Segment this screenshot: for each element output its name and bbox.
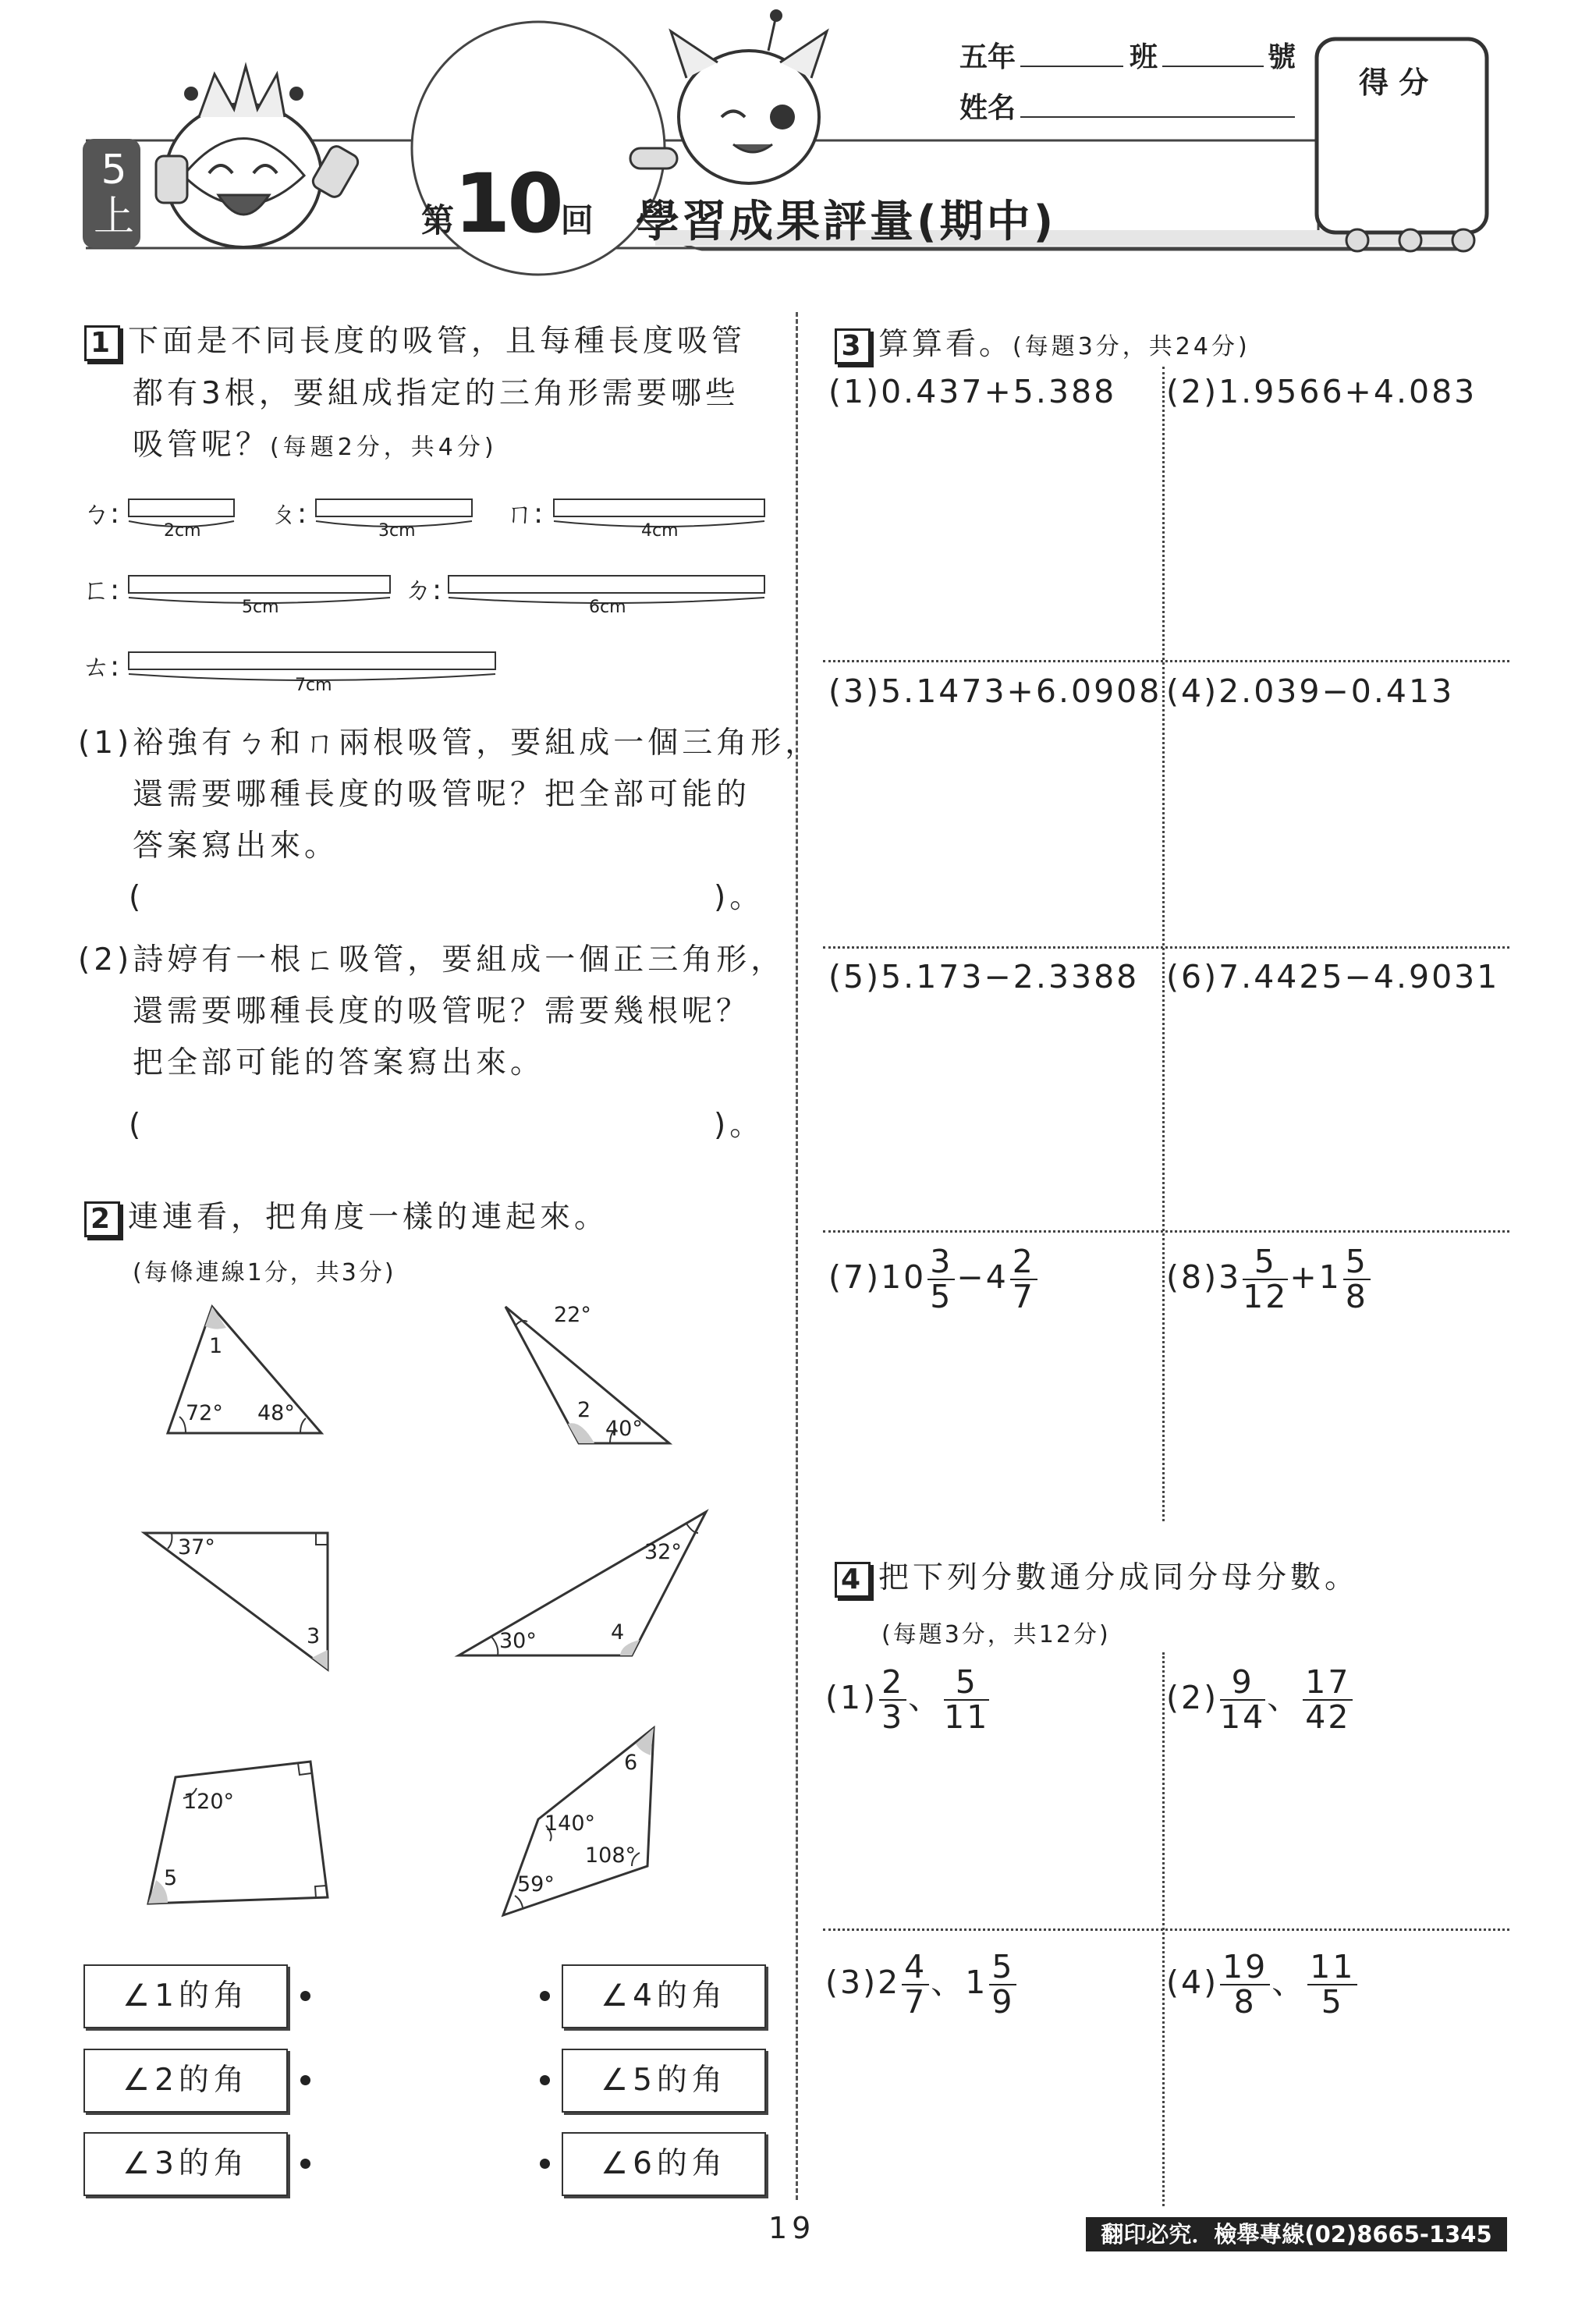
q3-answer-area-6[interactable] [1170, 1006, 1506, 1217]
straw-t-length: 7cm [295, 676, 332, 695]
angle-label-37: 37° [178, 1535, 215, 1559]
straw-b [129, 499, 234, 516]
straw-d-length: 6cm [589, 598, 626, 617]
grade-badge-text: 5 上 [93, 147, 134, 240]
angle-label-140: 140° [544, 1811, 596, 1836]
straw-p [316, 499, 472, 516]
q3-answer-area-8[interactable] [1170, 1318, 1506, 1513]
straw-b-length: 2cm [164, 521, 201, 541]
copyright-notice: 翻印必究．檢舉專線(02)8665-1345 [1086, 2217, 1507, 2251]
q3-number: 3 [835, 328, 871, 364]
angle-shapes [0, 1279, 780, 1943]
q1-sub2-answer-area[interactable] [156, 1105, 702, 1144]
q1-line-1: 1 下面是不同長度的吸管，且每種長度吸管 [84, 316, 746, 367]
straw-f [129, 576, 390, 593]
q1-sub2-line-3: 把全部可能的答案寫出來。 [133, 1045, 545, 1080]
angle-box-2: ∠2的角 [83, 2049, 288, 2113]
angle-label-2: 2 [577, 1398, 591, 1422]
angle-box-3: ∠3的角 [83, 2132, 288, 2196]
angle-label-22: 22° [554, 1303, 591, 1327]
q3-problem-7: (7)10 $\frac{3}{5}$ −4 $\frac{2}{7}$ [828, 1245, 1039, 1314]
q3-answer-area-1[interactable] [827, 421, 1154, 648]
triangle-2 [505, 1307, 669, 1443]
straw-p-length: 3cm [378, 521, 416, 541]
q4-number: 4 [835, 1562, 871, 1598]
ban-label: 班 [1130, 41, 1158, 73]
angle-label-72: 72° [186, 1401, 223, 1425]
angle-label-120: 120° [183, 1790, 235, 1814]
q3-problem-3: (3)5.1473+6.0908 [828, 672, 1162, 710]
angle-label-40: 40° [605, 1417, 643, 1441]
angle-box-6: ∠6的角 [562, 2132, 766, 2196]
angle-box-1: ∠1的角 [83, 1964, 288, 2028]
q1-sub1-line-2: 還需要哪種長度的吸管呢？把全部可能的 [133, 777, 751, 812]
q1-line-2: 都有3根，要組成指定的三角形需要哪些 [133, 376, 739, 411]
angle-label-59: 59° [517, 1872, 555, 1897]
q4-answer-area-3[interactable] [827, 2028, 1154, 2200]
q3-answer-area-5[interactable] [827, 1006, 1154, 1217]
q1-line-3: 吸管呢？(每題2分，共4分) [133, 428, 498, 463]
q4-title: 4 把下列分數通分成同分母分數。 [835, 1552, 1359, 1604]
q3-row-divider-3 [823, 1230, 1509, 1233]
straw-t-symbol: ㄊ: [82, 651, 120, 683]
q4-problem-1: (1) $\frac{2}{3}$ 、 $\frac{5}{11}$ [825, 1663, 990, 1737]
connect-dot-left-2[interactable] [300, 2075, 310, 2085]
q3-row-divider-2 [823, 946, 1509, 949]
q3-answer-area-3[interactable] [827, 718, 1154, 936]
q3-row-divider-1 [823, 660, 1509, 662]
q3-title: 3 算算看。(每題3分，共24分) [835, 320, 1250, 364]
angle-label-3: 3 [307, 1624, 321, 1648]
q4-problem-2: (2) $\frac{9}{14}$ 、 $\frac{17}{42}$ [1166, 1666, 1354, 1734]
q2-number: 2 [84, 1201, 120, 1237]
score-label: 得 分 [1359, 66, 1429, 100]
angle-label-108: 108° [585, 1843, 637, 1868]
angle-label-4: 4 [611, 1620, 625, 1645]
straw-d-symbol: ㄉ: [404, 574, 442, 606]
angle-label-6: 6 [624, 1751, 638, 1775]
q1-sub1-paren-close: )。 [714, 880, 764, 915]
angle-box-4: ∠4的角 [562, 1964, 766, 2028]
straw-t [129, 652, 495, 669]
q3-answer-area-2[interactable] [1170, 421, 1506, 648]
mascot-right-icon [630, 9, 827, 183]
q3-problem-8: (8)3 $\frac{5}{12}$ +1 $\frac{5}{8}$ [1166, 1245, 1372, 1314]
triangle-4 [459, 1512, 706, 1655]
q1-sub1-paren-open: ( [129, 880, 145, 915]
mascot-left-icon [156, 66, 360, 247]
q1-sub1-line-1: (1)裕強有ㄅ和ㄇ兩根吸管，要組成一個三角形， [78, 726, 820, 761]
q3-problem-1: (1)0.437+5.388 [828, 373, 1117, 410]
q1-sub1-answer-area[interactable] [156, 877, 702, 916]
q3-problem-6: (6)7.4425−4.9031 [1166, 958, 1500, 995]
name-label: 姓名 [959, 92, 1016, 124]
q4-problem-3: (3)2 $\frac{4}{7}$ 、1 $\frac{5}{9}$ [825, 1950, 1018, 2019]
connect-dot-right-4[interactable] [540, 1991, 550, 2001]
q1-number: 1 [84, 325, 120, 361]
hao-label: 號 [1268, 41, 1296, 73]
connect-dot-right-5[interactable] [540, 2075, 550, 2085]
q2-points: (每條連線1分，共3分) [133, 1259, 396, 1286]
straw-m-symbol: ㄇ: [505, 498, 544, 530]
q4-row-divider [823, 1928, 1509, 1931]
straw-m-length: 4cm [641, 521, 679, 541]
q1-sub2-paren-close: )。 [714, 1108, 764, 1143]
page-number: 19 [768, 2211, 816, 2245]
q3-column-divider [1162, 367, 1165, 1521]
connect-dot-right-6[interactable] [540, 2159, 550, 2169]
straw-d [449, 576, 764, 593]
q3-problem-5: (5)5.173−2.3388 [828, 958, 1140, 995]
angle-label-1: 1 [209, 1334, 223, 1358]
q3-answer-area-4[interactable] [1170, 718, 1506, 936]
q1-sub2-line-2: 還需要哪種長度的吸管呢？需要幾根呢？ [133, 994, 751, 1029]
angle-label-32: 32° [644, 1540, 682, 1564]
q4-answer-area-2[interactable] [1170, 1740, 1506, 1919]
straw-f-length: 5cm [242, 598, 279, 617]
column-divider [796, 312, 798, 2200]
page-title: 學習成果評量(期中) [636, 197, 1057, 247]
straw-m [554, 499, 764, 516]
angle-box-5: ∠5的角 [562, 2049, 766, 2113]
q1-sub2-paren-open: ( [129, 1108, 145, 1143]
triangle-3 [144, 1533, 328, 1669]
q1-sub2-line-1: (2)詩婷有一根ㄈ吸管，要組成一個正三角形， [78, 942, 786, 978]
angle-label-30: 30° [499, 1629, 537, 1653]
angle-label-48: 48° [257, 1401, 295, 1425]
straw-p-symbol: ㄆ: [269, 498, 307, 530]
q4-problem-4: (4) $\frac{19}{8}$ 、 $\frac{11}{5}$ [1166, 1950, 1359, 2019]
straw-b-symbol: ㄅ: [82, 498, 120, 530]
round-label: 第10回 [421, 156, 594, 251]
connect-dot-left-1[interactable] [300, 1991, 310, 2001]
straw-f-symbol: ㄈ: [82, 574, 120, 606]
q3-answer-area-7[interactable] [827, 1318, 1154, 1513]
q2-title: 2 連連看，把角度一樣的連起來。 [84, 1192, 608, 1244]
q4-answer-area-1[interactable] [827, 1740, 1154, 1919]
q3-problem-4: (4)2.039−0.413 [1166, 672, 1455, 710]
q3-problem-2: (2)1.9566+4.083 [1166, 373, 1477, 410]
q4-answer-area-4[interactable] [1170, 2028, 1506, 2200]
angle-label-5: 5 [164, 1866, 178, 1890]
q1-sub1-line-3: 答案寫出來。 [133, 829, 339, 864]
connect-dot-left-3[interactable] [300, 2159, 310, 2169]
q4-points: (每題3分，共12分) [881, 1621, 1111, 1648]
class-label: 五年 [959, 41, 1016, 73]
